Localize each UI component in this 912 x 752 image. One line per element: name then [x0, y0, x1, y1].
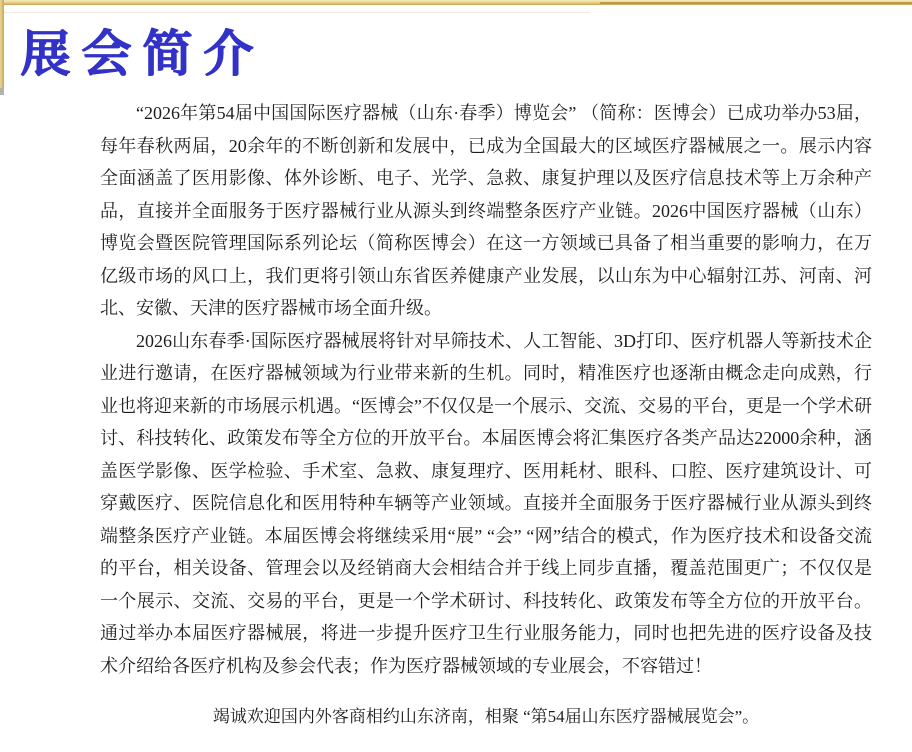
page-title: 展会简介 [20, 24, 264, 83]
left-gold-rule [0, 0, 4, 88]
faint-divider-line [0, 12, 590, 13]
intro-text-block [100, 97, 872, 682]
top-gold-rule-right [600, 2, 912, 4]
intro-paragraph-1: “2026年第54届中国国际医疗器械（山东·春季）博览会” （简称：医博会）已成功举办53届，每年春秋两届，20余年的不断创新和发展中，已成为全国最大的区域医疗器械展之一。展示内容全面涵盖了医用影像、体外诊断、电子、光学、急救、康复护理以及医疗信息技术等上万余种产品，直接并全面服务于医疗器械行业从源头到终端整条医疗产业链。2026中国医疗器械（山东）博览会暨医院管理国际系列论坛（简称医博会）在这一方领域已具备了相当重要的影响力，在万亿级市场的风口上，我们更将引领山东省医养健康产业发展，以山东为中心辐射江苏、河南、河北、安徽、天津的医疗器械市场全面升级。 [100, 103, 872, 318]
intro-paragraph-2: 2026山东春季·国际医疗器械展将针对早筛技术、人工智能、3D打印、医疗机器人等新技术企业进行邀请，在医疗器械领域为行业带来新的生机。同时，精准医疗也逐渐由概念走向成熟，行业也将迎来新的市场展示机遇。“医博会”不仅仅是一个展示、交流、交易的平台，更是一个学术研讨、科技转化、政策发布等全方位的开放平台。本届医博会将汇集医疗各类产品达22000余种，涵盖医学影像、医学检验、手术室、急救、康复理疗、医用耗材、眼科、口腔、医疗建筑设计、可穿戴医疗、医院信息化和医用特种车辆等产业领域。直接并全面服务于医疗器械行业从源头到终端整条医疗产业链。本届医博会将继续采用“展” “会” “网”结合的模式，作为医疗技术和设备交流的平台，相关设备、管理会以及经销商大会相结合并于线上同步直播，覆盖范围更广；不仅仅是一个展示、交流、交易的平台，更是一个学术研讨、科技转化、政策发布等全方位的开放平台。通过举办本届医疗器械展，将进一步提升医疗卫生行业服务能力，同时也把先进的医疗设备及技术介绍给各医疗机构及参会代表；作为医疗器械领域的专业展会，不容错过！ [100, 330, 872, 676]
closing-invitation-line: 竭诚欢迎国内外客商相约山东济南，相聚 “第54届山东医疗器械展览会”。 [212, 707, 760, 726]
